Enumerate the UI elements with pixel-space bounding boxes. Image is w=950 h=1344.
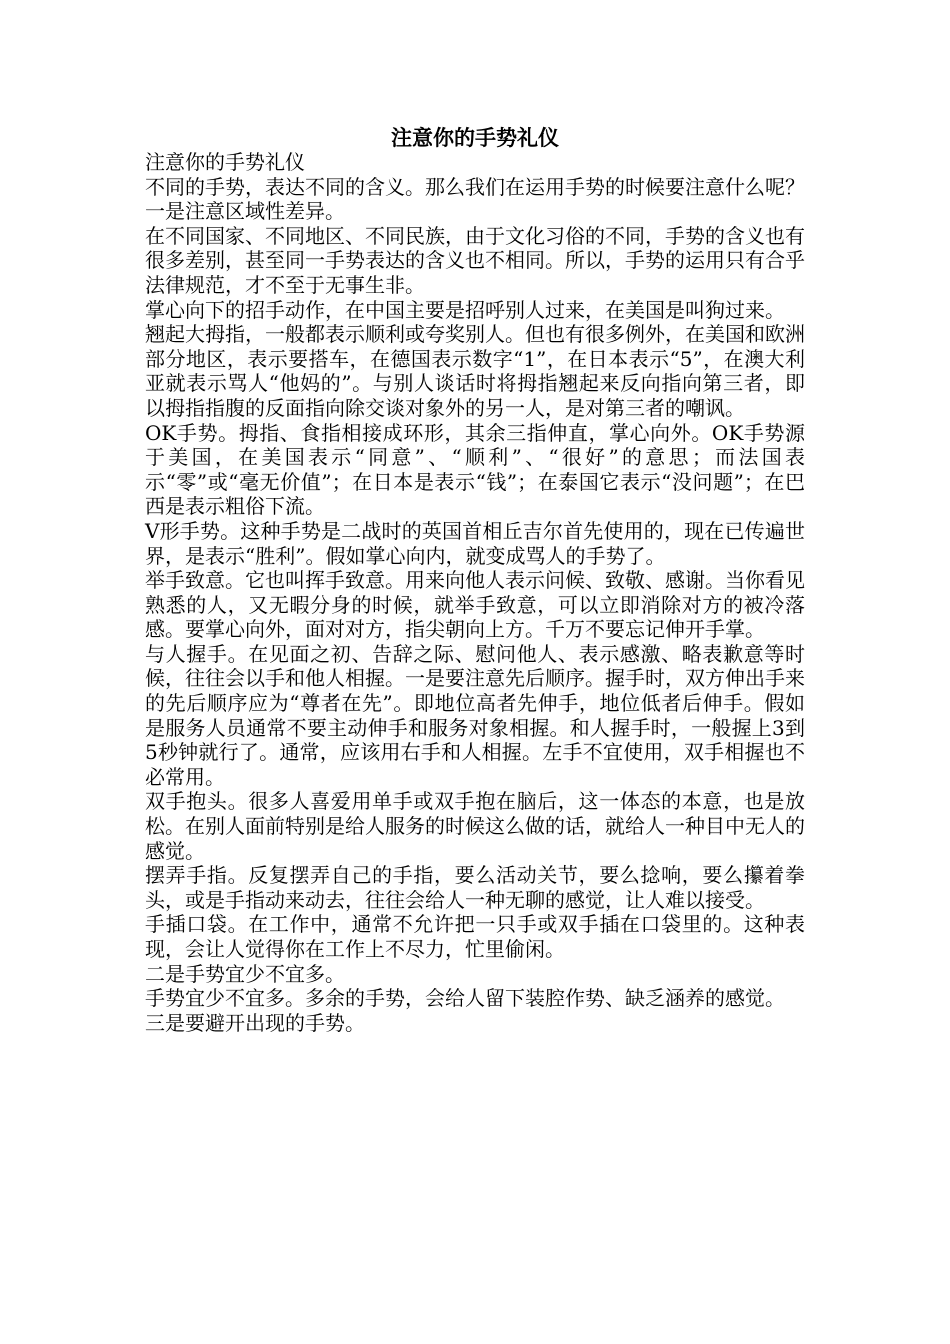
paragraph: 注意你的手势礼仪 (145, 150, 305, 174)
paragraph: 在不同国家、不同地区、不同民族，由于文化习俗的不同，手势的含义也有很多差别，甚至同一手势表达的含义也不相同。所以，手势的运用只有合乎法律规范，才不至于无事生非。 (145, 223, 805, 297)
paragraph: OK手势。拇指、食指相接成环形，其余三指伸直，掌心向外。OK手势源于美国，在美国表示“同意”、“顺利”、“很好”的意思；而法国表示“零”或“毫无价值”；在日本是表示“钱”；在泰国它表示“没问题”；在巴西是表示粗俗下流。 (145, 420, 805, 519)
paragraph: 掌心向下的招手动作，在中国主要是招呼别人过来，在美国是叫狗过来。 (145, 297, 785, 322)
paragraph: 举手致意。它也叫挥手致意。用来向他人表示问候、致敬、感谢。当你看见熟悉的人，又无暇分身的时候，就举手致意，可以立即消除对方的被冷落感。要掌心向外，面对对方，指尖朝向上方。千万不要忘记伸开手掌。 (145, 568, 805, 642)
paragraph: 摆弄手指。反复摆弄自己的手指，要么活动关节，要么捻响，要么攥着拳头，或是手指动来动去，往往会给人一种无聊的感觉，让人难以接受。 (145, 863, 805, 912)
paragraph: 手插口袋。在工作中，通常不允许把一只手或双手插在口袋里的。这种表现，会让人觉得你在工作上不尽力，忙里偷闲。 (145, 912, 805, 961)
paragraph: 三是要避开出现的手势。 (145, 1010, 365, 1035)
paragraph: 双手抱头。很多人喜爱用单手或双手抱在脑后，这一体态的本意，也是放松。在别人面前特别是给人服务的时候这么做的话，就给人一种目中无人的感觉。 (145, 789, 805, 863)
paragraph: V形手势。这种手势是二战时的英国首相丘吉尔首先使用的，现在已传遍世界，是表示“胜利”。假如掌心向内，就变成骂人的手势了。 (145, 518, 805, 568)
paragraph: 手势宜少不宜多。多余的手势，会给人留下装腔作势、缺乏涵养的感觉。 (145, 986, 785, 1011)
document-title: 注意你的手势礼仪 (391, 125, 559, 150)
paragraph: 不同的手势，表达不同的含义。那么我们在运用手势的时候要注意什么呢？ (145, 174, 805, 199)
paragraph: 二是手势宜少不宜多。 (145, 961, 345, 986)
document-body (145, 150, 805, 1035)
paragraph: 翘起大拇指，一般都表示顺利或夸奖别人。但也有很多例外，在美国和欧洲部分地区，表示要搭车，在德国表示数字“1”，在日本表示“5”，在澳大利亚就表示骂人“他妈的”。与别人谈话时将拇指翘起来反向指向第三者，即以拇指指腹的反面指向除交谈对象外的另一人，是对第三者的嘲讽。 (145, 322, 805, 420)
paragraph: 与人握手。在见面之初、告辞之际、慰问他人、表示感激、略表歉意等时候，往往会以手和他人相握。一是要注意先后顺序。握手时，双方伸出手来的先后顺序应为“尊者在先”。即地位高者先伸手，地位低者后伸手。假如是服务人员通常不要主动伸手和服务对象相握。和人握手时，一般握上3到5秒钟就行了。通常，应该用右手和人相握。左手不宜使用，双手相握也不必常用。 (145, 641, 805, 789)
paragraph: 一是注意区域性差异。 (145, 199, 345, 224)
